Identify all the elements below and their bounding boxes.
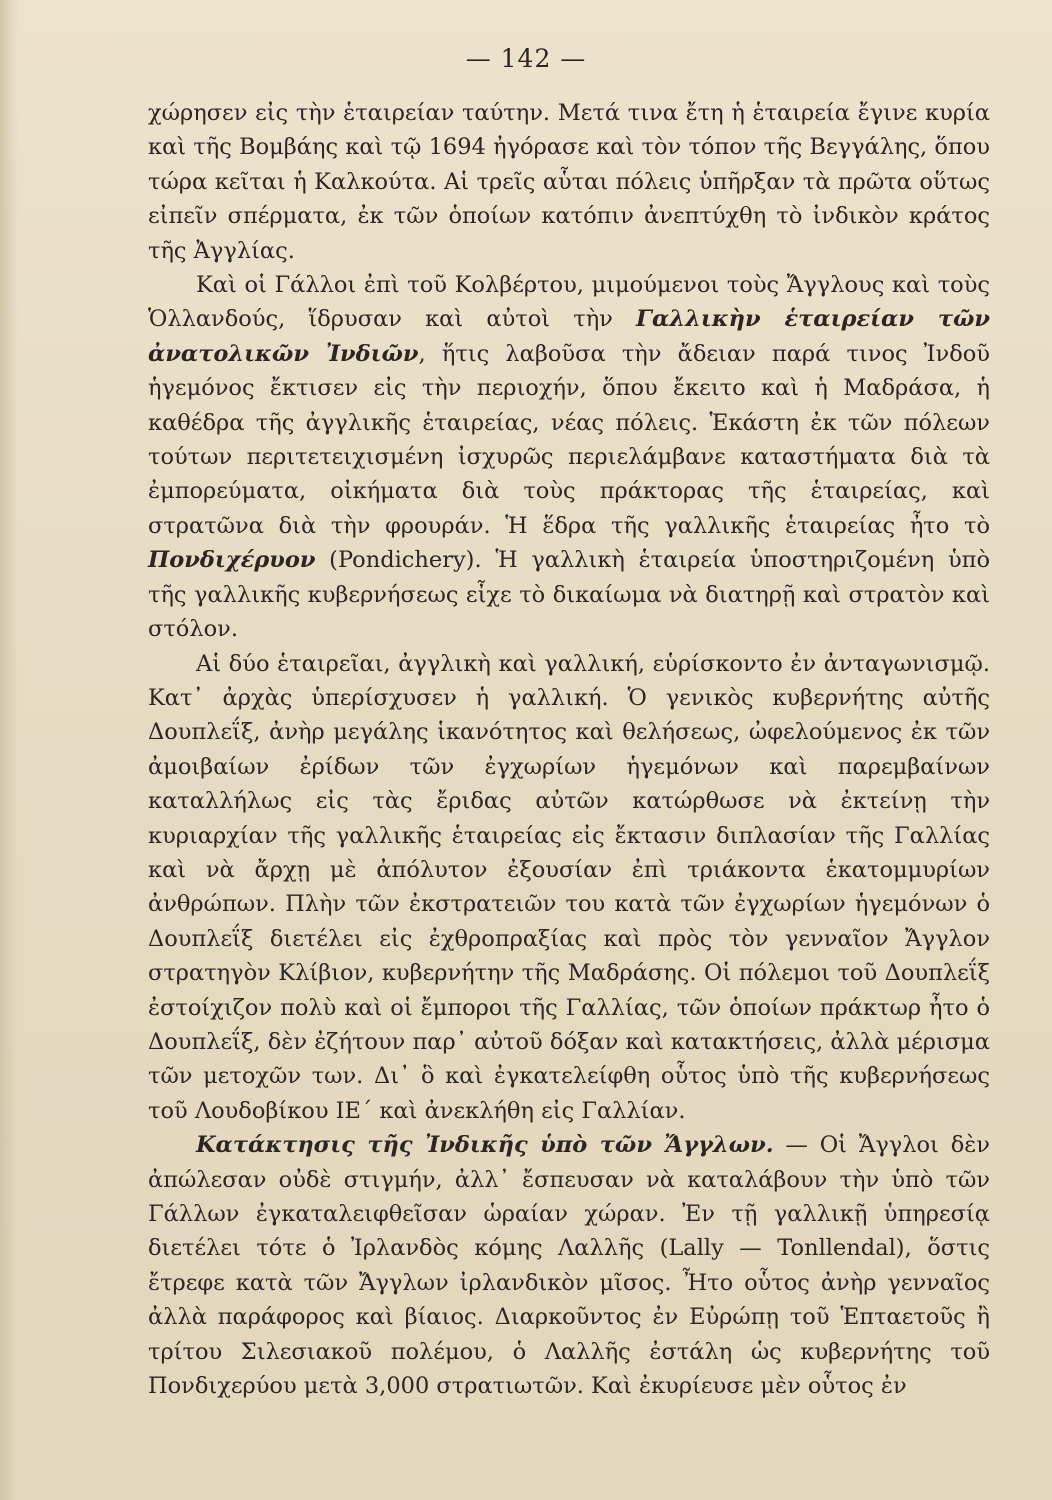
paragraph-french-company [148, 268, 990, 646]
paragraph-text: — Οἱ Ἄγγλοι δὲν ἀπώλεσαν οὐδὲ στιγμήν, ἀλλ᾿ ἔσπευσαν νὰ καταλάβουν τὴν ὑπὸ τῶν Γάλλων ἐγκαταλειφθεῖσαν ὡραίαν χώραν. Ἐν τῇ γαλλικῇ ὑπηρεσίᾳ διετέλει τότε ὁ Ἰρλανδὸς κόμης Λαλλῆς (Lally — Tonllendal), ὅστις ἔτρεφε κατὰ τῶν Ἄγγλων ἰρλανδικὸν μῖσος. Ἦτο οὗτος ἀνὴρ γενναῖος ἀλλὰ παράφορος καὶ βίαιος. Διαρκοῦντος ἐν Εὐρώπῃ τοῦ Ἑπταετοῦς ἢ τρίτου Σιλεσιακοῦ πολέμου, ὁ Λαλλῆς ἐστάλη ὡς κυβερνήτης τοῦ Πονδιχερύου μετὰ 3,000 στρατιωτῶν. Καὶ ἐκυρίευσε μὲν οὗτος ἐν [148, 1132, 990, 1400]
paragraph-rivalry: Αἱ δύο ἑταιρεῖαι, ἀγγλικὴ καὶ γαλλική, εὑρίσκοντο ἐν ἀνταγωνισμῷ. Κατ᾿ ἀρχὰς ὑπερίσχυσεν ἡ γαλλική. Ὁ γενικὸς κυβερνήτης αὐτῆς Δουπλεΐξ, ἀνὴρ μεγάλης ἱκανότητος καὶ θελήσεως, ὠφελούμενος ἐκ τῶν ἀμοιβαίων ἐρίδων τῶν ἐγχωρίων ἡγεμόνων καὶ παρεμβαίνων καταλλήλως εἰς τὰς ἔριδας αὐτῶν κατώρθωσε νὰ ἐκτείνῃ τὴν κυριαρχίαν τῆς γαλλικῆς ἑταιρείας εἰς ἔκτασιν διπλασίαν τῆς Γαλλίας καὶ νὰ ἄρχῃ μὲ ἀπόλυτον ἐξουσίαν ἐπὶ τριάκοντα ἑκατομμυρίων ἀνθρώπων. Πλὴν τῶν ἐκστρατειῶν του κατὰ τῶν ἐγχωρίων ἡγεμόνων ὁ Δουπλεΐξ διετέλει εἰς ἐχθροπραξίας καὶ πρὸς τὸν γενναῖον Ἄγγλον στρατηγὸν Κλίβιον, κυβερνήτην τῆς Μαδράσης. Οἱ πόλεμοι τοῦ Δουπλεΐξ ἐστοίχιζον πολὺ καὶ οἱ ἔμποροι τῆς Γαλλίας, τῶν ὁποίων πράκτωρ ἦτο ὁ Δουπλεΐξ, δὲν ἐζήτουν παρ᾿ αὐτοῦ δόξαν καὶ κατακτήσεις, ἀλλὰ μέρισμα τῶν μετοχῶν των. Δι᾿ ὃ καὶ ἐγκατελείφθη οὗτος ὑπὸ τῆς κυβερνήσεως τοῦ Λουδοβίκου ΙΕ΄ καὶ ἀνεκλήθη εἰς Γαλλίαν. [148, 650, 990, 1124]
paragraph-text: , ἥτις λαβοῦσα τὴν ἄδειαν παρά τινος Ἰνδοῦ ἡγεμόνος ἔκτισεν εἰς τὴν περιοχήν, ὅπου ἔκειτο καὶ ἡ Μαδράσα, ἡ καθέδρα τῆς ἀγγλικῆς ἑταιρείας, νέας πόλεις. Ἑκάστη ἐκ τῶν πόλεων τούτων περιτετειχισμένη ἰσχυρῶς περιελάμβανε καταστήματα διὰ τὰ ἐμπορεύματα, οἰκήματα διὰ τοὺς πράκτορας τῆς ἑταιρείας, καὶ στρατῶνα διὰ τὴν φρουράν. Ἡ ἕδρα τῆς γαλλικῆς ἑταιρείας ἦτο τὸ [148, 340, 990, 539]
emphasis-french-east-india-company: Γαλλικὴν ἑταιρείαν τῶν ἀνατολικῶν Ἰνδιῶν [148, 306, 990, 367]
body-text [148, 96, 990, 1403]
paragraph-continuation: χώρησεν εἰς τὴν ἑταιρείαν ταύτην. Μετά τινα ἔτη ἡ ἑταιρεία ἔγινε κυρία καὶ τῆς Βομβάης καὶ τῷ 1694 ἠγόρασε καὶ τὸν τόπον τῆς Βεγγάλης, ὅπου τώρα κεῖται ἡ Καλκούτα. Αἱ τρεῖς αὗται πόλεις ὑπῆρξαν τὰ πρῶτα οὕτως εἰπεῖν σπέρματα, ἐκ τῶν ὁποίων κατόπιν ἀνεπτύχθη τὸ ἰνδικὸν κράτος τῆς Ἀγγλίας. [148, 100, 990, 264]
paragraph-conquest [148, 1128, 990, 1403]
paragraph-text: (Pondichery). Ἡ γαλλικὴ ἑταιρεία ὑποστηριζομένη ὑπὸ τῆς γαλλικῆς κυβερνήσεως εἶχε τὸ δικαίωμα νὰ διατηρῇ καὶ στρατὸν καὶ στόλον. [148, 547, 990, 643]
section-heading: Κατάκτησις τῆς Ἰνδικῆς ὑπὸ τῶν Ἄγγλων. [196, 1132, 774, 1159]
page-number: — 142 — [465, 44, 587, 73]
paragraph-text: Καὶ οἱ Γάλλοι ἐπὶ τοῦ Κολβέρτου, μιμούμενοι τοὺς Ἄγγλους καὶ τοὺς Ὁλλανδούς, ἵδρυσαν καὶ αὐτοὶ τὴν [148, 272, 990, 333]
emphasis-pondichery: Πονδιχέρυον [148, 547, 316, 574]
